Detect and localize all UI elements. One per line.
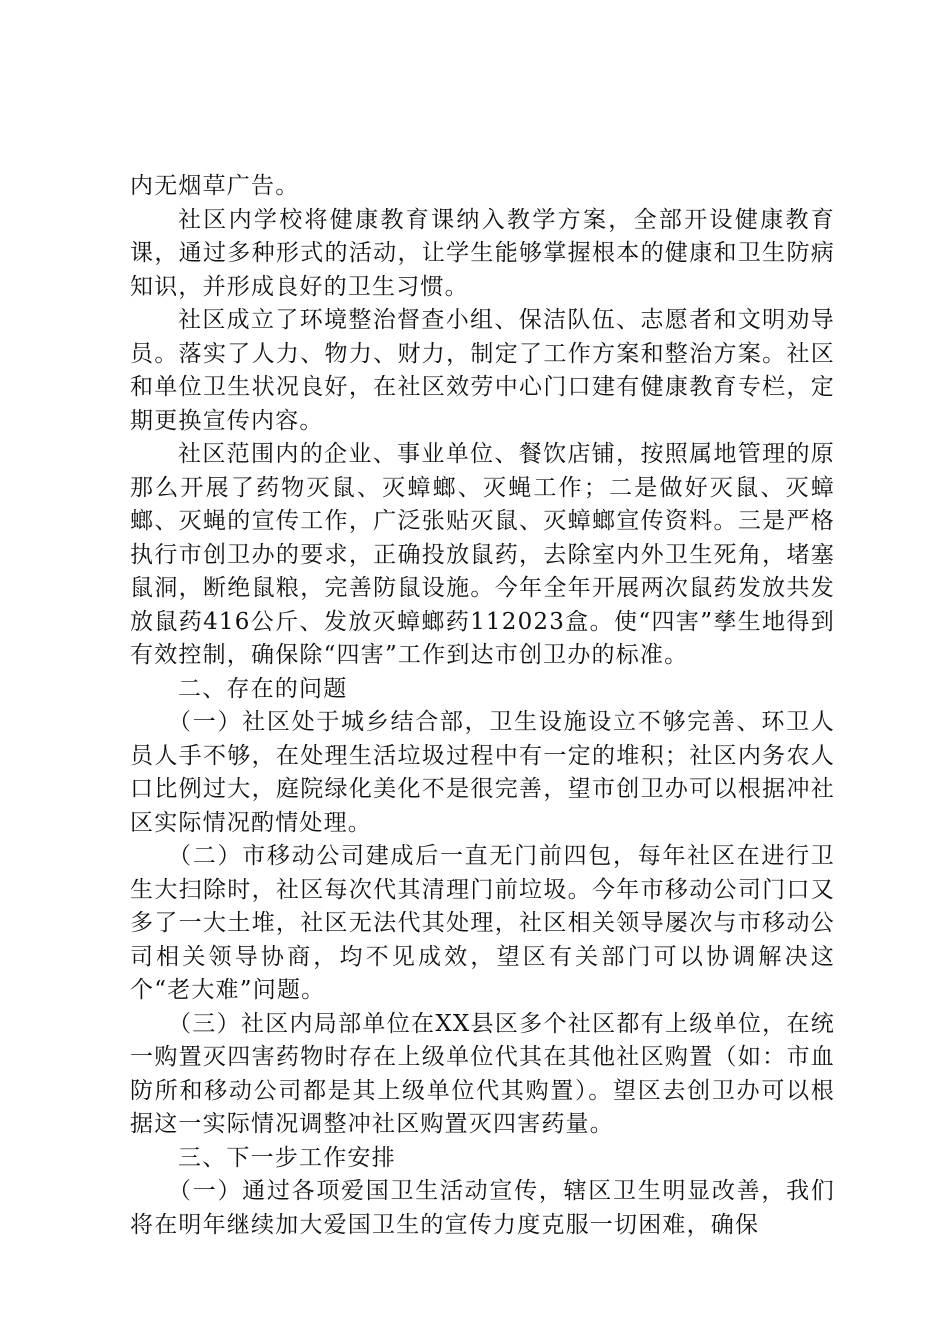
section-heading-next-steps: 三、下一步工作安排 (178, 1144, 396, 1171)
paragraph-problem-1: （一）社区处于城乡结合部，卫生设施设立不够完善、环卫人员人手不够，在处理生活垃圾过程中有一定的堆积；社区内务农人口比例过大，庭院绿化美化不是很完善，望市创卫办可以根据冲社区实际情况酌情处理。 (130, 709, 835, 836)
section-heading-problems: 二、存在的问题 (178, 675, 348, 702)
paragraph-school-health-education: 社区内学校将健康教育课纳入教学方案，全部开设健康教育课，通过多种形式的活动，让学生能够掌握根本的健康和卫生防病知识，并形成良好的卫生习惯。 (130, 206, 835, 300)
paragraph-continuation: 内无烟草广告。 (130, 173, 300, 199)
paragraph-pest-control: 社区范围内的企业、事业单位、餐饮店铺，按照属地管理的原那么开展了药物灭鼠、灭蟑螂、灭蝇工作；二是做好灭鼠、灭蟑螂、灭蝇的宣传工作，广泛张贴灭鼠、灭蟑螂宣传资料。三是严格执行市创卫办的要求，正确投放鼠药，去除室内外卫生死角，堵塞鼠洞，断绝鼠粮，完善防鼠设施。今年全年开展两次鼠药发放共发放鼠药416公斤、发放灭蟑螂药112023盒。使“四害”孳生地得到有效控制，确保除“四害”工作到达市创卫办的标准。 (130, 441, 835, 668)
paragraph-problem-3: （三）社区内局部单位在XX县区多个社区都有上级单位，在统一购置灭四害药物时存在上级单位代其在其他社区购置（如：市血防所和移动公司都是其上级单位代其购置）。望区去创卫办可以根据这一实际情况调整冲社区购置灭四害药量。 (130, 1010, 835, 1137)
paragraph-problem-2: （二）市移动公司建成后一直无门前四包，每年社区在进行卫生大扫除时，社区每次代其清理门前垃圾。今年市移动公司门口又多了一大土堆，社区无法代其处理，社区相关领导屡次与市移动公司相关领导协商，均不见成效，望区有关部门可以协调解决这个“老大难”问题。 (130, 843, 835, 1003)
paragraph-environment-team: 社区成立了环境整治督查小组、保洁队伍、志愿者和文明劝导员。落实了人力、物力、财力，制定了工作方案和整治方案。社区和单位卫生状况良好，在社区效劳中心门口建有健康教育专栏，定期更换宣传内容。 (130, 307, 835, 434)
document-body (130, 170, 835, 1242)
paragraph-next-step-1: （一）通过各项爱国卫生活动宣传，辖区卫生明显改善，我们将在明年继续加大爱国卫生的宣传力度克服一切困难，确保 (130, 1178, 835, 1238)
